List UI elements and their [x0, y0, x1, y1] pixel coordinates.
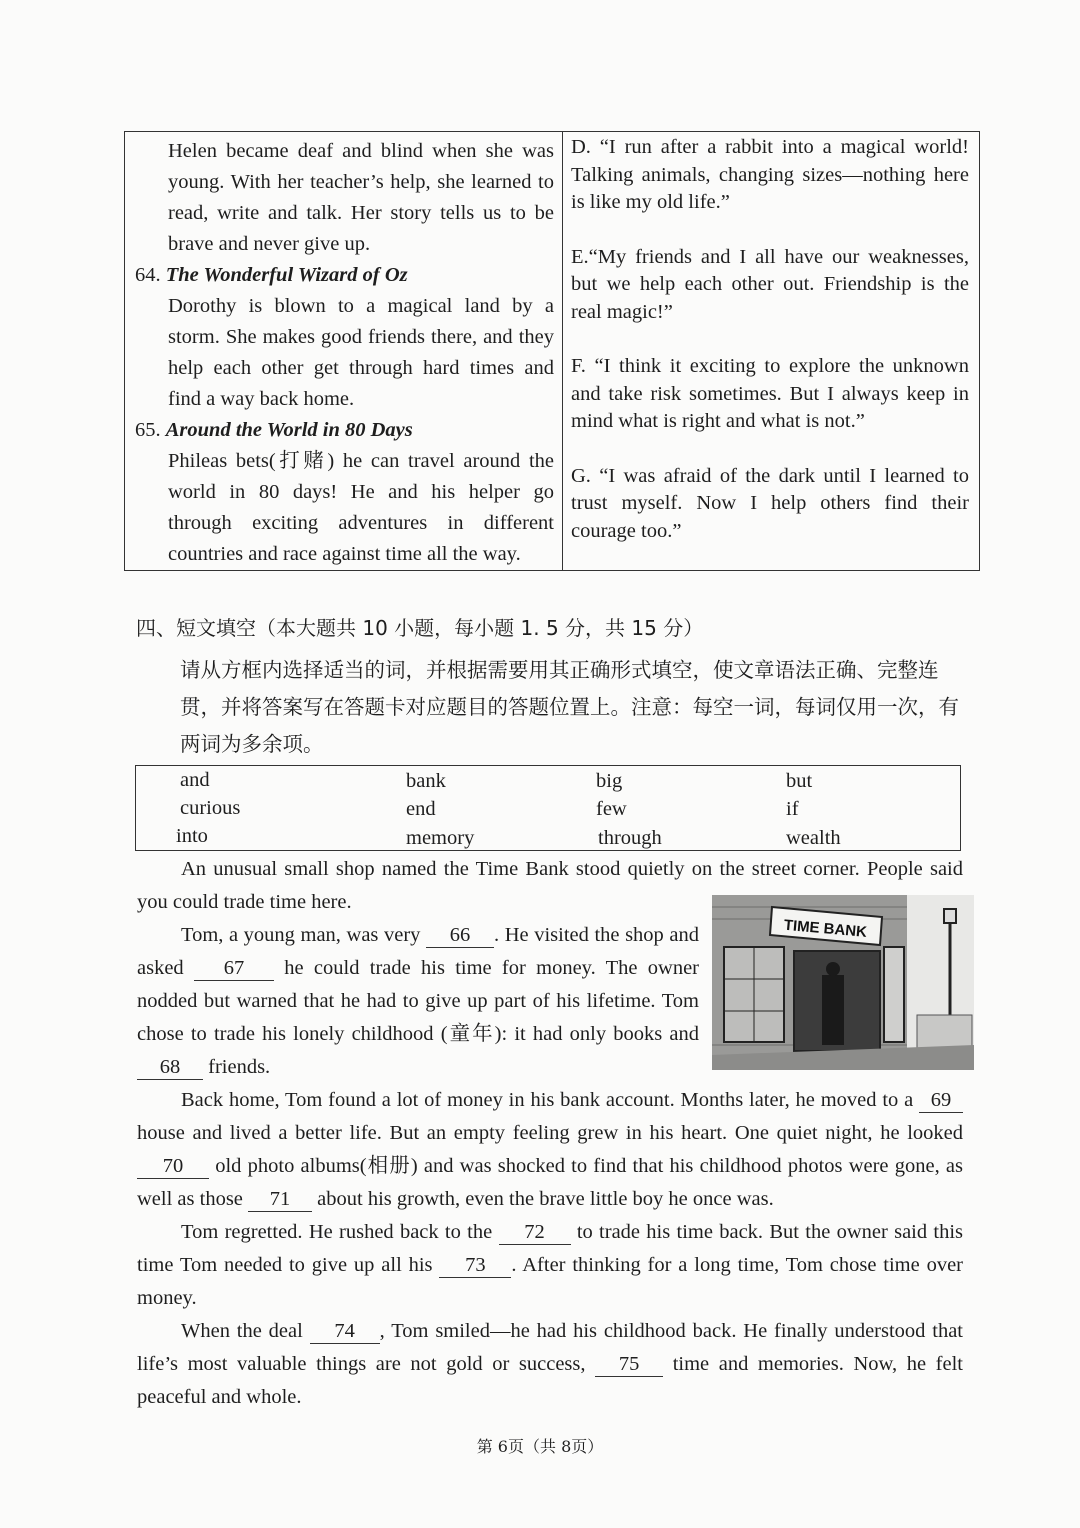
blank-74[interactable]: 74 — [310, 1319, 380, 1344]
text-run: . After thinking for a long time, Tom chose time over money. — [137, 1254, 964, 1309]
text-run: Tom, a young man, was very — [181, 924, 421, 946]
book-64-title — [135, 260, 554, 291]
word-bank-item: big — [596, 770, 623, 792]
text-run: he could trade his time for money. The owner nodded but warned that he had to give up part of his lifetime. Tom chose to trade his lonely childhood (童年): it had only books and — [137, 957, 700, 1045]
word-bank-item: memory — [406, 827, 475, 849]
text-run: Tom regretted. He rushed back to the — [181, 1221, 493, 1243]
section-heading: 四、短文填空（本大题共 10 小题，每小题 1. 5 分，共 15 分） — [136, 616, 704, 640]
blank-66[interactable]: 66 — [426, 923, 494, 948]
text-run: time and memories. Now, he felt peaceful and whole. — [137, 1353, 963, 1408]
word-bank-item: bank — [406, 770, 446, 792]
book-65-title — [135, 415, 554, 446]
text-run: . He visited the shop and asked — [137, 924, 699, 979]
word-bank-item: wealth — [786, 827, 841, 849]
option-f: F. “I think it exciting to explore the unknown and take risk sometimes. But I always keep in mind what is right and what is not.” — [571, 355, 969, 432]
word-bank-item: end — [406, 798, 436, 820]
text-run: When the deal — [181, 1320, 303, 1342]
blank-67[interactable]: 67 — [194, 956, 274, 981]
passage-paragraph-1: An unusual small shop named the Time Bank stood quietly on the street corner. People said you could trade time here. — [137, 858, 963, 913]
word-bank — [135, 765, 961, 851]
text-run: Back home, Tom found a lot of money in his bank account. Months later, he moved to a — [181, 1089, 914, 1111]
reading-matching-table — [124, 131, 980, 571]
passage-paragraph-5 — [137, 1315, 963, 1414]
blank-73[interactable]: 73 — [439, 1253, 511, 1278]
passage-paragraph-4 — [137, 1216, 963, 1315]
text-run: about his growth, even the brave little boy he once was. — [317, 1188, 774, 1210]
book-descriptions-column — [125, 132, 563, 570]
question-number: 64. — [135, 264, 161, 286]
blank-72[interactable]: 72 — [499, 1220, 571, 1245]
word-bank-item: few — [596, 798, 627, 820]
title-text: The Wonderful Wizard of Oz — [165, 264, 408, 286]
shop-sign-text: TIME BANK — [783, 916, 868, 941]
title-text: Around the World in 80 Days — [165, 419, 413, 441]
passage-paragraph-3 — [137, 1084, 963, 1216]
cloze-passage — [137, 853, 963, 1414]
word-bank-item: but — [786, 770, 813, 792]
question-number: 65. — [135, 419, 161, 441]
book-64-description: Dorothy is blown to a magical land by a storm. She makes good friends there, and they help each other get through hard times and find a way back home. — [168, 295, 554, 410]
passage-paragraph-2 — [137, 919, 699, 1084]
word-bank-item: if — [786, 798, 799, 820]
blank-75[interactable]: 75 — [595, 1352, 663, 1377]
page-footer: 第 6页（共 8页） — [476, 1437, 604, 1456]
word-bank-item: curious — [180, 797, 241, 819]
blank-68[interactable]: 68 — [137, 1055, 203, 1080]
text-run: house and lived a better life. But an empty feeling grew in his heart. One quiet night, he looked — [137, 1122, 963, 1144]
word-bank-item: into — [176, 825, 208, 847]
section-instructions: 请从方框内选择适当的词，并根据需要用其正确形式填空，使文章语法正确、完整连贯，并将答案写在答题卡对应题目的答题位置上。注意：每空一词，每词仅用一次，有两词为多余项。 — [180, 658, 959, 756]
option-g: G. “I was afraid of the dark until I learned to trust myself. Now I help others find their courage too.” — [571, 464, 969, 542]
blank-71[interactable]: 71 — [248, 1187, 312, 1212]
book-65-description: Phileas bets(打赌) he can travel around the world in 80 days! He and his helper go through exciting adventures in different countries and race against time all the way. — [168, 450, 554, 565]
text-run: old photo albums(相册) and was shocked to find that his childhood photos were gone, as well as those — [137, 1155, 964, 1210]
text-run: , Tom smiled—he had his childhood back. He finally understood that life’s most valuable things are not gold or success, — [137, 1320, 964, 1375]
blank-70[interactable]: 70 — [137, 1154, 209, 1179]
blank-69[interactable]: 69 — [919, 1088, 963, 1113]
book-63-description: Helen became deaf and blind when she was young. With her teacher’s help, she learned to read, write and talk. Her story tells us to be brave and never give up. — [168, 140, 554, 255]
text-run: friends. — [208, 1056, 271, 1078]
text-run: to trade his time back. But the owner said this time Tom needed to give up all his — [137, 1221, 964, 1276]
word-bank-item: and — [180, 769, 210, 791]
option-e: E.“My friends and I all have our weaknesses, but we help each other out. Friendship is the real magic!” — [571, 245, 969, 323]
option-d: D. “I run after a rabbit into a magical world! Talking animals, changing sizes—nothing here is like my old life.” — [571, 136, 969, 213]
quote-options-column — [563, 132, 979, 570]
word-bank-item: through — [598, 827, 662, 849]
